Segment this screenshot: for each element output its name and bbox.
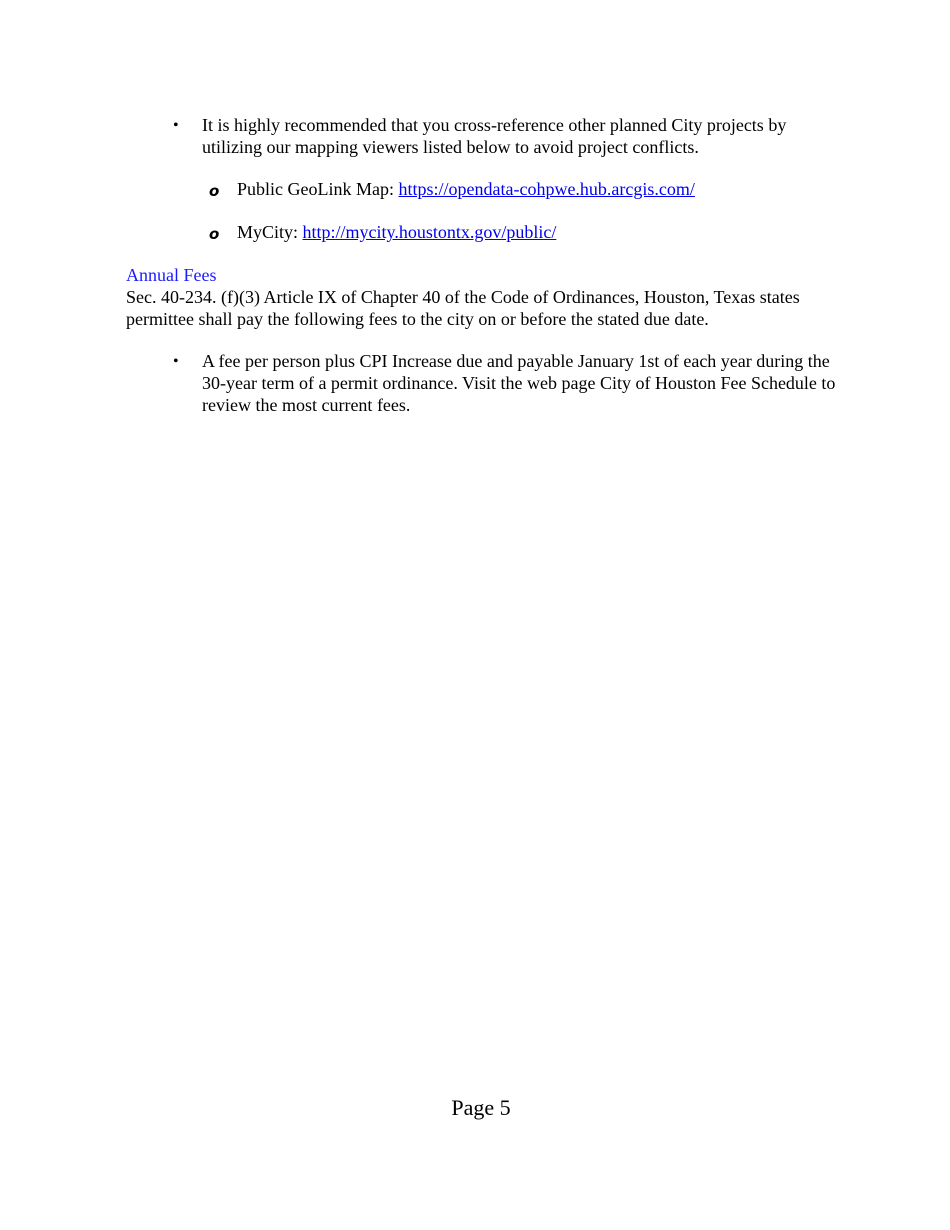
recommendation-line-1: It is highly recommended that you cross-reference other planned City projects by xyxy=(202,115,787,135)
recommendation-paragraph xyxy=(202,114,786,158)
mycity-link[interactable]: http://mycity.houstontx.gov/public/ xyxy=(302,222,557,242)
bullet-icon: • xyxy=(173,117,179,134)
ordinance-line-1: Sec. 40-234. (f)(3) Article IX of Chapter 40 of the Code of Ordinances, Houston, Texas states xyxy=(126,287,800,307)
ordinance-line-2: permittee shall pay the following fees to the city on or before the stated due date. xyxy=(126,309,709,329)
sub-bullet-icon: o xyxy=(209,182,220,200)
mycity-item xyxy=(237,221,556,243)
fee-line-1: A fee per person plus CPI Increase due and payable January 1st of each year during the xyxy=(202,351,830,371)
recommendation-line-2: utilizing our mapping viewers listed below to avoid project conflicts. xyxy=(202,137,699,157)
geolink-label: Public GeoLink Map: xyxy=(237,179,399,199)
annual-fees-heading: Annual Fees xyxy=(126,265,217,285)
mycity-label: MyCity: xyxy=(237,222,303,242)
fee-line-3: review the most current fees. xyxy=(202,395,411,415)
geolink-item xyxy=(237,178,695,200)
fee-paragraph xyxy=(202,350,835,416)
geolink-link[interactable]: https://opendata-cohpwe.hub.arcgis.com/ xyxy=(398,179,695,199)
ordinance-paragraph xyxy=(126,286,800,330)
page-number: Page 5 xyxy=(451,1095,511,1120)
fee-line-2: 30-year term of a permit ordinance. Visit the web page City of Houston Fee Schedule to xyxy=(202,373,836,393)
sub-bullet-icon: o xyxy=(209,225,220,243)
bullet-icon: • xyxy=(173,353,179,370)
